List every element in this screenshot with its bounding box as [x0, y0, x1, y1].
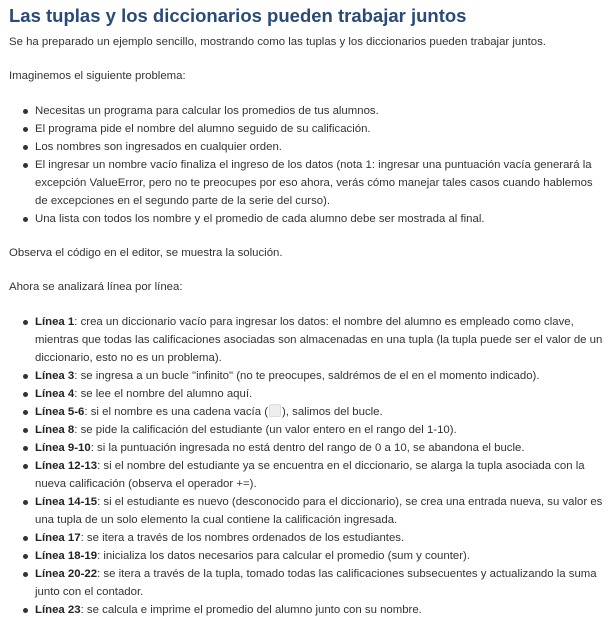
list-item [35, 313, 605, 367]
line-description: : inicializa los datos necesarios para calcular el promedio (sum y counter). [97, 550, 470, 562]
list-item [35, 421, 605, 439]
line-description: : se calcula e imprime el promedio del alumno junto con su nombre. [80, 604, 422, 616]
line-label: Línea 1 [35, 316, 75, 328]
intro-paragraph: Se ha preparado un ejemplo sencillo, mostrando como las tuplas y los diccionarios pueden trabajar juntos. [9, 36, 546, 48]
line-description: : se itera a través de los nombres ordenados de los estudiantes. [80, 532, 405, 544]
list-item [35, 601, 605, 619]
line-label: Línea 3 [35, 370, 75, 382]
line-label: Línea 5-6 [35, 406, 85, 418]
line-description: : crea un diccionario vacío para ingresar los datos: el nombre del alumno es empleado como clave, mientras que todas las calificaciones asociadas son almacenadas en una tupla (la tupla puede ser el valor de un diccionario, esto no es un problema). [35, 316, 603, 364]
line-description: : si el estudiante es nuevo (desconocido para el diccionario), se crea una entrada nueva, su valor es una tupla de un solo elemento la cual contiene la calificación ingresada. [35, 496, 603, 526]
analyze-paragraph: Ahora se analizará línea por línea: [9, 281, 183, 293]
list-item [35, 547, 605, 565]
line-description: : se itera a través de la tupla, tomado todas las calificaciones subsecuentes y actualizando la suma junto con el contador. [35, 568, 597, 598]
line-label: Línea 14-15 [35, 496, 98, 508]
line-description: : si la puntuación ingresada no está dentro del rango de 0 a 10, se abandona el bucle. [90, 442, 525, 454]
list-item [35, 457, 605, 493]
list-item [35, 403, 605, 421]
line-description: : se lee el nombre del alumno aquí. [74, 388, 253, 400]
list-item: Una lista con todos los nombre y el promedio de cada alumno debe ser mostrada al final. [35, 210, 605, 228]
line-label: Línea 12-13 [35, 460, 98, 472]
line-analysis-list [9, 313, 605, 619]
line-label: Línea 20-22 [35, 568, 98, 580]
list-item [35, 529, 605, 547]
line-label: Línea 18-19 [35, 550, 98, 562]
empty-string-code [269, 404, 281, 417]
problem-list [9, 102, 605, 228]
list-item [35, 565, 605, 601]
problem-intro: Imaginemos el siguiente problema: [9, 70, 186, 82]
list-item [35, 493, 605, 529]
line-description: : se ingresa a un bucle "infinito" (no te preocupes, saldrémos de el en el momento indicado). [74, 370, 540, 382]
line-description: : si el nombre es una cadena vacía ( [84, 406, 269, 418]
list-item: El programa pide el nombre del alumno seguido de su calificación. [35, 120, 605, 138]
list-item: El ingresar un nombre vacío finaliza el ingreso de los datos (nota 1: ingresar una puntuación vacía generará la excepción ValueError, pero no te preocupes por eso ahora, verás cómo manejar tales casos cuando hablemos de excepciones en el segundo parte de la serie del curso). [35, 156, 605, 210]
line-description: : si el nombre del estudiante ya se encuentra en el diccionario, se alarga la tupla asociada con la nueva calificación (observa el operador +=). [35, 460, 585, 490]
list-item [35, 439, 605, 457]
list-item: Los nombres son ingresados en cualquier orden. [35, 138, 605, 156]
line-label: Línea 8 [35, 424, 75, 436]
page-title: Las tuplas y los diccionarios pueden trabajar juntos [9, 5, 467, 26]
observe-paragraph: Observa el código en el editor, se muestra la solución. [9, 247, 283, 259]
line-label: Línea 4 [35, 388, 75, 400]
line-description-end: ), salimos del bucle. [282, 406, 383, 418]
list-item [35, 367, 605, 385]
list-item: Necesitas un programa para calcular los promedios de tus alumnos. [35, 102, 605, 120]
line-label: Línea 23 [35, 604, 81, 616]
list-item [35, 385, 605, 403]
line-label: Línea 9-10 [35, 442, 91, 454]
line-label: Línea 17 [35, 532, 81, 544]
line-description: : se pide la calificación del estudiante (un valor entero en el rango del 1-10). [74, 424, 457, 436]
